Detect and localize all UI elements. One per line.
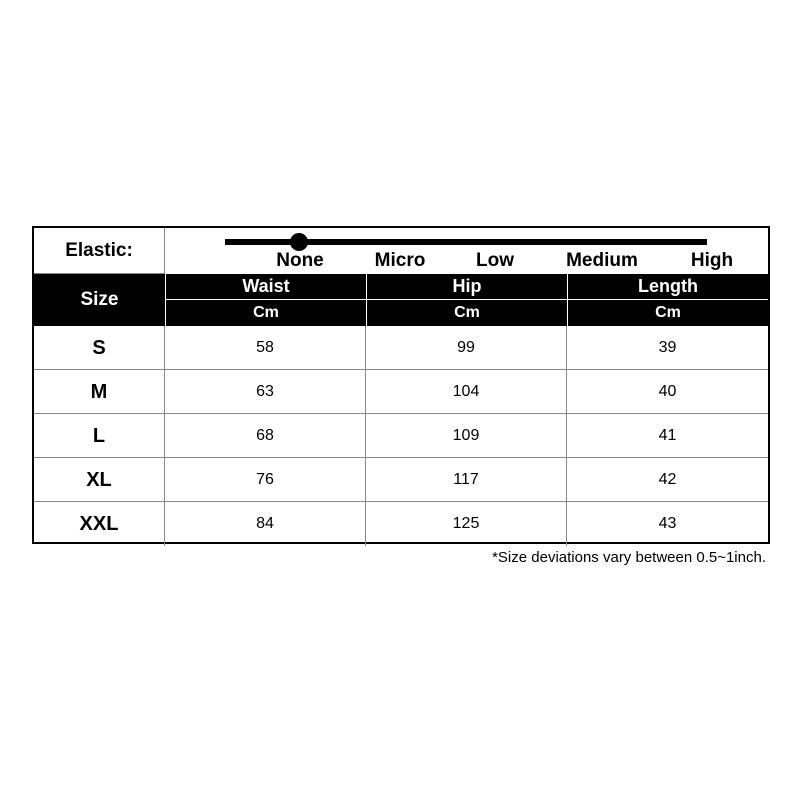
hip-cell: 99 bbox=[366, 326, 567, 370]
elastic-level-low: Low bbox=[476, 250, 514, 271]
elastic-level-micro: Micro bbox=[374, 250, 426, 271]
hip-cell: 109 bbox=[366, 414, 567, 458]
size-deviation-note: *Size deviations vary between 0.5~1inch. bbox=[492, 549, 766, 566]
hip-cell: 104 bbox=[366, 370, 567, 414]
size-cell: L bbox=[34, 414, 165, 458]
length-cell: 43 bbox=[658, 515, 677, 532]
hip-cell: 117 bbox=[366, 458, 567, 502]
length-cell: 40 bbox=[658, 383, 677, 400]
waist-cell: 84 bbox=[165, 502, 366, 546]
length-cell: 39 bbox=[658, 339, 677, 356]
hip-column-header: Hip bbox=[366, 274, 567, 300]
waist-cell: 63 bbox=[165, 370, 366, 414]
table-header bbox=[34, 274, 768, 326]
waist-unit: Cm bbox=[165, 300, 366, 326]
table-row bbox=[34, 458, 768, 502]
length-unit: Cm bbox=[567, 300, 768, 326]
size-cell: S bbox=[34, 326, 165, 370]
elastic-level-medium: Medium bbox=[566, 250, 638, 271]
table-row bbox=[34, 326, 768, 370]
size-cell: M bbox=[34, 370, 165, 414]
size-chart bbox=[32, 226, 770, 544]
table-row bbox=[34, 414, 768, 458]
waist-column-header: Waist bbox=[165, 274, 366, 300]
waist-cell: 76 bbox=[165, 458, 366, 502]
table-row bbox=[34, 502, 768, 546]
hip-unit: Cm bbox=[366, 300, 567, 326]
elastic-label: Elastic: bbox=[34, 228, 165, 274]
length-cell: 42 bbox=[658, 471, 677, 488]
size-cell: XL bbox=[34, 458, 165, 502]
waist-cell: 58 bbox=[165, 326, 366, 370]
waist-cell: 68 bbox=[165, 414, 366, 458]
hip-cell: 125 bbox=[366, 502, 567, 546]
size-column-header: Size bbox=[80, 289, 119, 310]
size-cell: XXL bbox=[34, 502, 165, 546]
elastic-level-none: None bbox=[276, 250, 324, 271]
elastic-level-high: High bbox=[690, 250, 734, 271]
table-row bbox=[34, 370, 768, 414]
length-column-header: Length bbox=[567, 274, 768, 300]
elastic-selected-marker bbox=[290, 233, 308, 251]
length-cell: 41 bbox=[658, 427, 677, 444]
elastic-scale bbox=[165, 228, 768, 275]
